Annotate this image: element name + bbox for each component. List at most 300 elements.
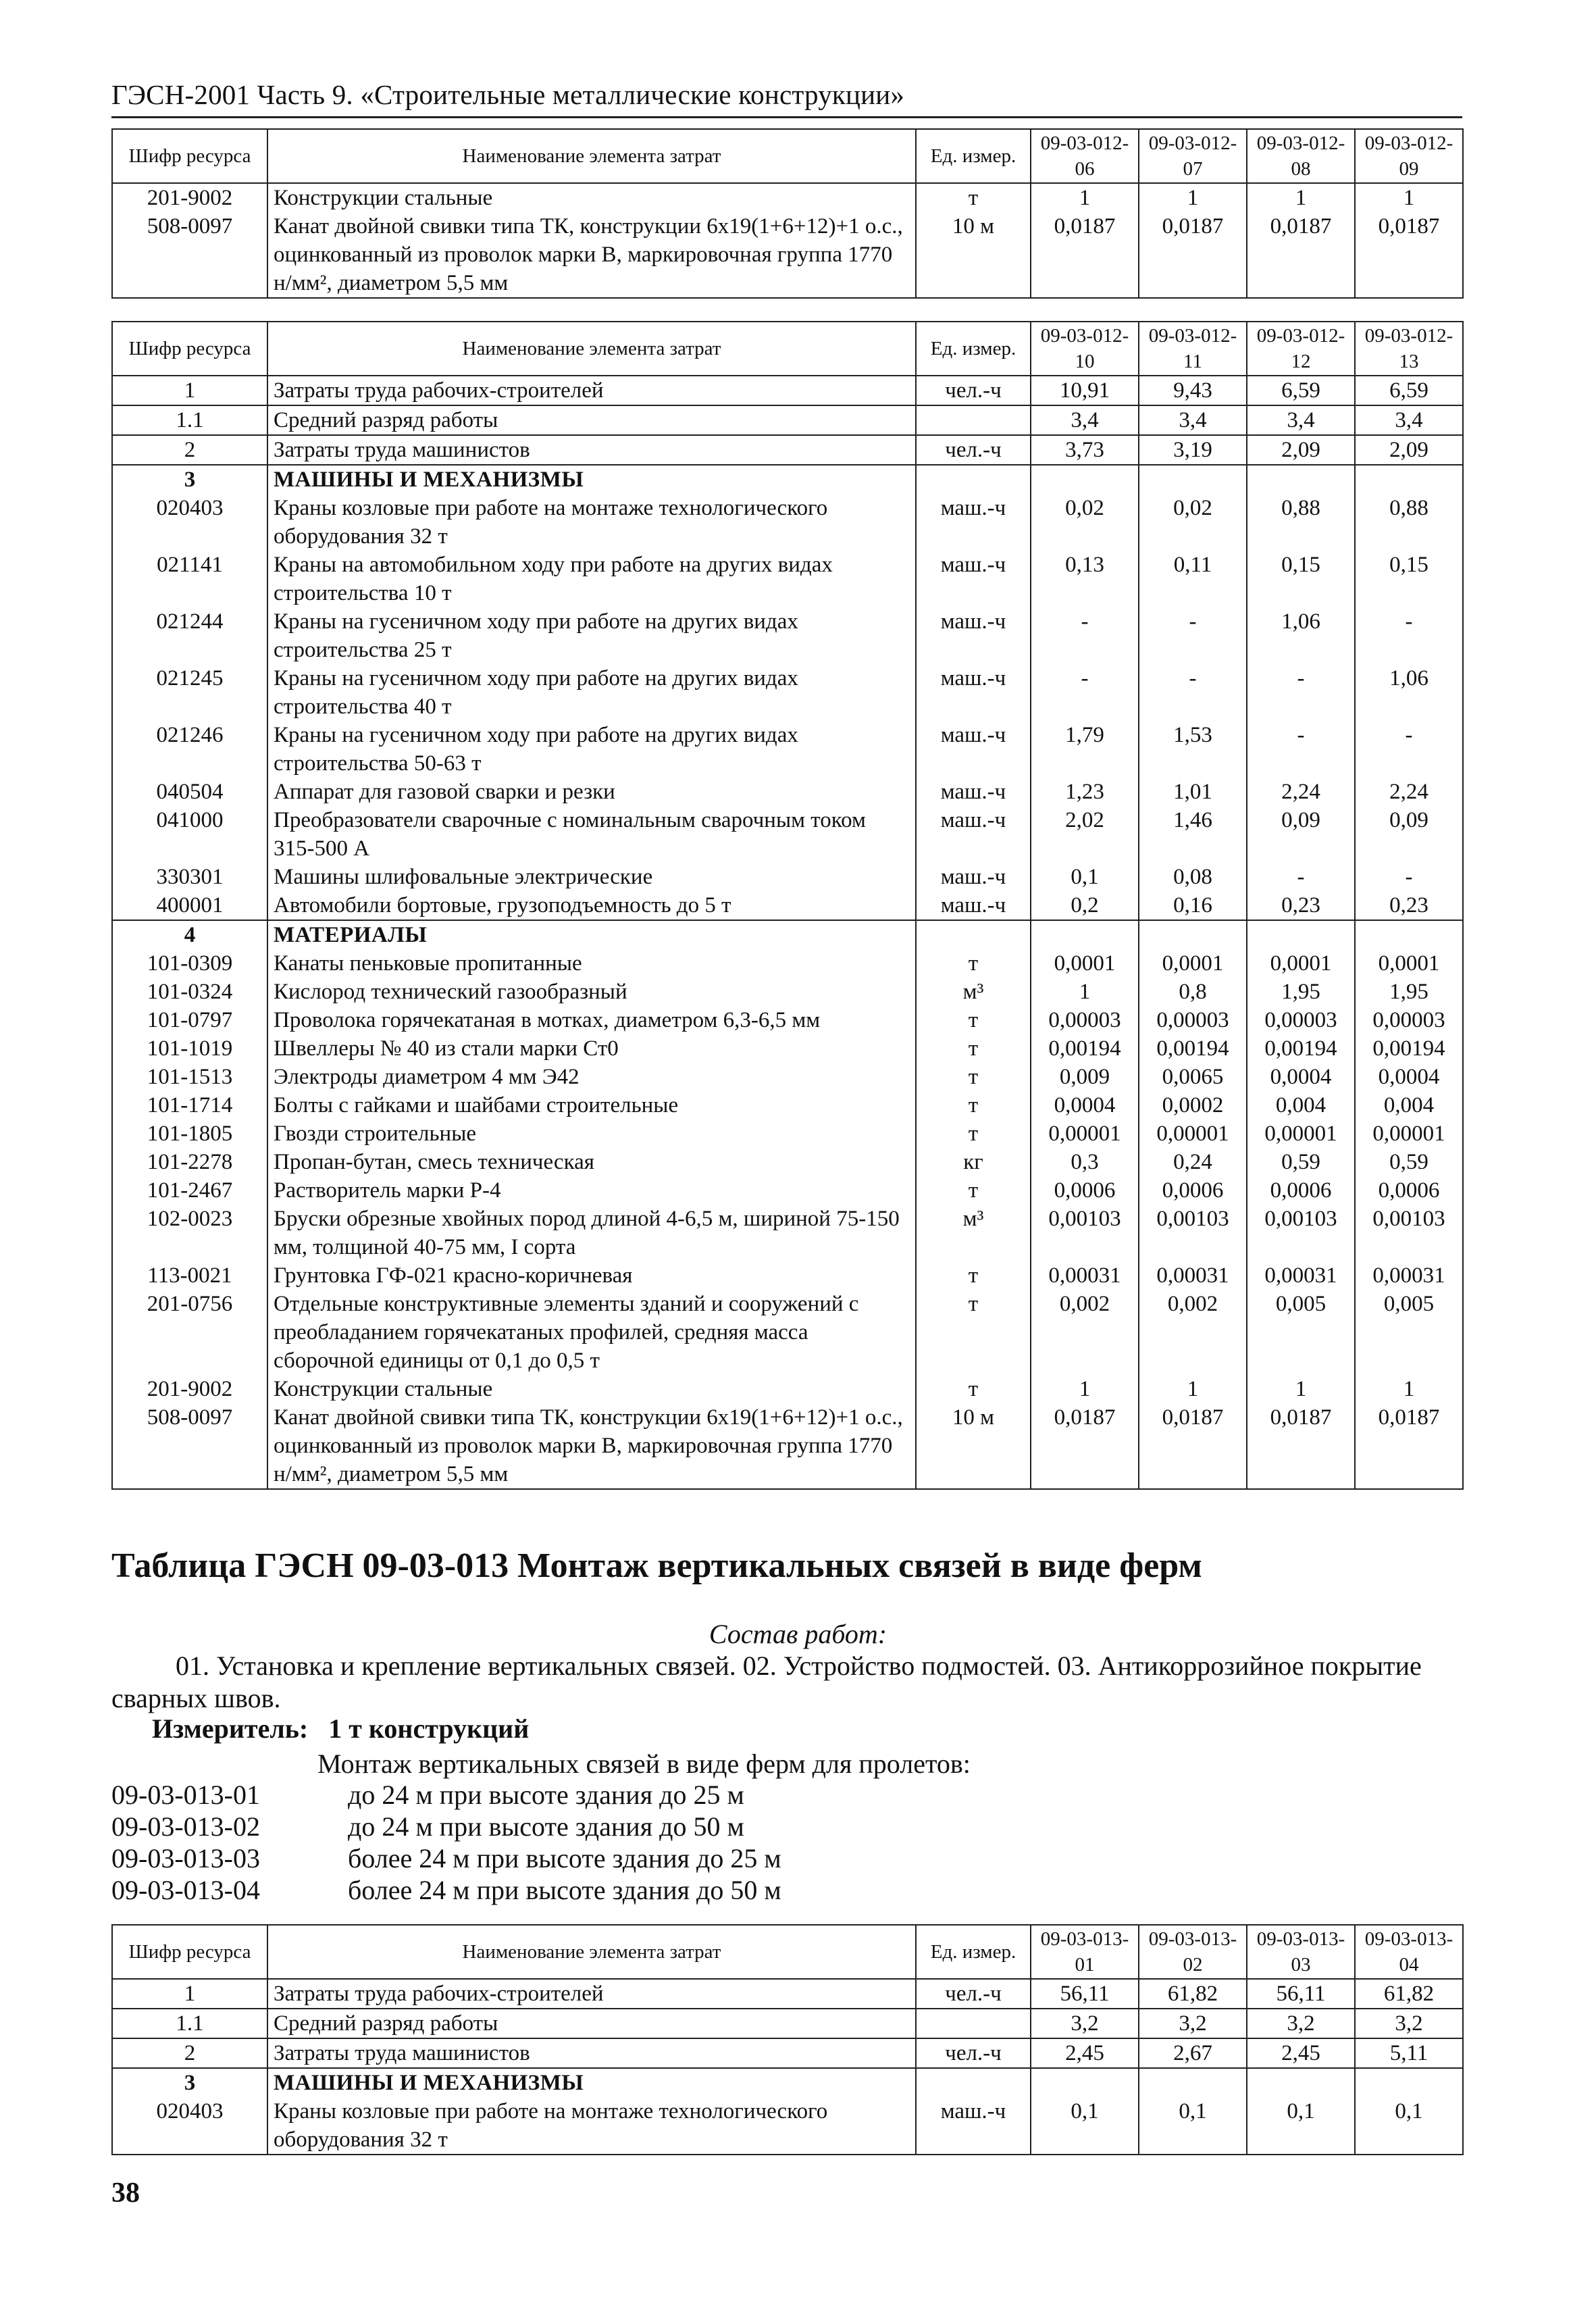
item-name: Автомобили бортовые, грузоподъемность до 5 т [267,891,916,920]
norm-value [1031,2068,1139,2097]
table-row [112,1403,1463,1489]
unit-cell [916,405,1031,435]
norm-value: - [1355,721,1463,778]
norm-value [1355,465,1463,494]
unit-cell: чел.-ч [916,2038,1031,2068]
norm-value [1247,465,1355,494]
norm-value: 1 [1031,183,1139,212]
resource-code: 201-0756 [112,1290,267,1375]
resource-code: 020403 [112,494,267,551]
norm-value: 0,08 [1139,863,1247,891]
norm-value: 0,00003 [1031,1006,1139,1034]
norm-value: 0,0001 [1355,949,1463,978]
unit-cell: 10 м [916,212,1031,298]
norm-value: 0,1 [1355,2097,1463,2155]
variant-item [111,1811,744,1842]
norm-value: 0,00031 [1355,1261,1463,1290]
header-norm-code: 09-03-013-02 [1139,1925,1247,1979]
unit-cell: м³ [916,978,1031,1006]
norm-value: 3,4 [1031,405,1139,435]
table-row [112,2068,1463,2097]
norm-value [1139,920,1247,949]
composition-label: Состав работ: [709,1619,887,1649]
variant-text: до 24 м при высоте здания до 50 м [348,1811,744,1842]
norm-value: 0,0065 [1139,1063,1247,1091]
resource-code: 021244 [112,607,267,664]
norm-value: 0,005 [1355,1290,1463,1375]
norm-value: 3,2 [1355,2009,1463,2038]
resource-code: 1 [112,1979,267,2009]
item-name: Растворитель марки Р-4 [267,1176,916,1205]
variant-text: более 24 м при высоте здания до 50 м [348,1875,781,1905]
header-norm-code: 09-03-012-13 [1355,322,1463,376]
resource-code: 101-0324 [112,978,267,1006]
norm-value: 0,0187 [1139,1403,1247,1489]
norm-value: 0,0006 [1247,1176,1355,1205]
unit-cell: т [916,1006,1031,1034]
header-norm-code: 09-03-012-12 [1247,322,1355,376]
norm-value: - [1031,664,1139,721]
norm-value: 0,13 [1031,551,1139,607]
unit-cell: м³ [916,1205,1031,1261]
norm-value: 0,00194 [1247,1034,1355,1063]
resource-code: 508-0097 [112,212,267,298]
item-name: Краны на автомобильном ходу при работе на других видах строительства 10 т [267,551,916,607]
header-norm-code: 09-03-013-04 [1355,1925,1463,1979]
table-row [112,1034,1463,1063]
unit-cell: т [916,1290,1031,1375]
norm-value: 1 [1139,183,1247,212]
norm-value: 0,00031 [1031,1261,1139,1290]
item-name: Гвозди строительные [267,1120,916,1148]
norm-value [1139,2068,1247,2097]
unit-cell: чел.-ч [916,376,1031,405]
unit-cell: т [916,1063,1031,1091]
table-row [112,1205,1463,1261]
norm-value: 2,45 [1247,2038,1355,2068]
resource-code: 021246 [112,721,267,778]
unit-cell: маш.-ч [916,551,1031,607]
norm-value: - [1355,863,1463,891]
resource-code: 508-0097 [112,1403,267,1489]
norm-value: 0,0006 [1031,1176,1139,1205]
measurement-unit [152,1713,529,1744]
norm-value [1355,920,1463,949]
table-row [112,2097,1463,2155]
resource-table-012-10-13 [111,321,1464,1490]
norm-value: 1,95 [1355,978,1463,1006]
item-name: Краны козловые при работе на монтаже технологического оборудования 32 т [267,494,916,551]
unit-cell [916,920,1031,949]
table-row [112,1148,1463,1176]
resource-code: 1.1 [112,405,267,435]
norm-value: 0,00103 [1031,1205,1139,1261]
norm-value: 0,0187 [1031,1403,1139,1489]
norm-value: 1,01 [1139,778,1247,806]
table-row [112,721,1463,778]
norm-value: 10,91 [1031,376,1139,405]
item-name: Проволока горячекатаная в мотках, диаметром 6,3-6,5 мм [267,1006,916,1034]
norm-value: 0,23 [1355,891,1463,920]
item-name: Аппарат для газовой сварки и резки [267,778,916,806]
norm-value: 0,00103 [1247,1205,1355,1261]
norm-value: 1 [1355,1375,1463,1403]
norm-value: 0,00003 [1139,1006,1247,1034]
unit-cell: т [916,1261,1031,1290]
norm-value: 1 [1355,183,1463,212]
norm-value: 0,02 [1139,494,1247,551]
table-row [112,891,1463,920]
norm-value: 0,1 [1139,2097,1247,2155]
resource-code: 101-2278 [112,1148,267,1176]
norm-value: 0,88 [1247,494,1355,551]
table-row [112,778,1463,806]
variant-item [111,1779,744,1811]
norm-value: 1,79 [1031,721,1139,778]
norm-value: 0,24 [1139,1148,1247,1176]
norm-value: 0,1 [1247,2097,1355,2155]
norm-value: 0,00001 [1247,1120,1355,1148]
norm-value: - [1247,664,1355,721]
unit-cell: маш.-ч [916,664,1031,721]
unit-cell: маш.-ч [916,494,1031,551]
norm-value: 1 [1031,1375,1139,1403]
variant-code: 09-03-013-03 [111,1843,260,1873]
resource-code: 040504 [112,778,267,806]
norm-value: 0,00003 [1247,1006,1355,1034]
norm-value: 0,0004 [1247,1063,1355,1091]
table-row [112,183,1463,212]
norm-value: 0,8 [1139,978,1247,1006]
norm-value: 56,11 [1247,1979,1355,2009]
norm-value: 3,19 [1139,435,1247,465]
header-unit: Ед. измер. [916,129,1031,183]
item-name: Кислород технический газообразный [267,978,916,1006]
norm-value [1139,465,1247,494]
norm-value: 0,002 [1139,1290,1247,1375]
norm-value: 6,59 [1355,376,1463,405]
norm-value [1355,2068,1463,2097]
norm-value: 0,00103 [1139,1205,1247,1261]
resource-code: 021245 [112,664,267,721]
resource-code: 2 [112,435,267,465]
norm-value: 0,15 [1355,551,1463,607]
norm-value: 0,004 [1247,1091,1355,1120]
norm-value: 0,0187 [1247,212,1355,298]
norm-value: 3,4 [1355,405,1463,435]
item-name: Грунтовка ГФ-021 красно-коричневая [267,1261,916,1290]
norm-value: 0,0187 [1355,1403,1463,1489]
item-name: Конструкции стальные [267,1375,916,1403]
norm-value: 0,0001 [1139,949,1247,978]
table-row [112,978,1463,1006]
unit-cell: т [916,1120,1031,1148]
item-name: Преобразователи сварочные с номинальным сварочным током 315-500 А [267,806,916,863]
variant-code: 09-03-013-01 [111,1780,260,1810]
table-row [112,949,1463,978]
table-row [112,465,1463,494]
norm-value: 61,82 [1355,1979,1463,2009]
norm-value: - [1031,607,1139,664]
unit-cell: т [916,1176,1031,1205]
unit-cell [916,2068,1031,2097]
table-row [112,551,1463,607]
item-name: Затраты труда рабочих-строителей [267,1979,916,2009]
norm-value: 0,0187 [1247,1403,1355,1489]
table-row [112,212,1463,298]
norm-value: 1 [1247,183,1355,212]
header-norm-code: 09-03-012-08 [1247,129,1355,183]
norm-value: 0,0002 [1139,1091,1247,1120]
resource-code: 101-1019 [112,1034,267,1063]
item-name: Электроды диаметром 4 мм Э42 [267,1063,916,1091]
unit-cell: т [916,1375,1031,1403]
header-norm-code: 09-03-012-07 [1139,129,1247,183]
unit-cell: чел.-ч [916,435,1031,465]
unit-cell: т [916,949,1031,978]
unit-cell: маш.-ч [916,778,1031,806]
norm-value: 2,45 [1031,2038,1139,2068]
norm-value: 0,00001 [1355,1120,1463,1148]
resource-code: 101-1513 [112,1063,267,1091]
norm-value: 0,005 [1247,1290,1355,1375]
norm-value: 1,95 [1247,978,1355,1006]
norm-value: 0,0187 [1139,212,1247,298]
resource-code: 113-0021 [112,1261,267,1290]
item-name: Средний разряд работы [267,2009,916,2038]
norm-value: 0,2 [1031,891,1139,920]
norm-value: 3,4 [1139,405,1247,435]
item-name: Швеллеры № 40 из стали марки Ст0 [267,1034,916,1063]
norm-value: 0,00031 [1247,1261,1355,1290]
norm-value: 2,09 [1355,435,1463,465]
resource-code: 2 [112,2038,267,2068]
unit-cell: маш.-ч [916,806,1031,863]
norm-value: 0,15 [1247,551,1355,607]
norm-value: 2,24 [1355,778,1463,806]
unit-cell: маш.-ч [916,2097,1031,2155]
norm-value: 0,00031 [1139,1261,1247,1290]
table-row [112,1120,1463,1148]
header-norm-code: 09-03-012-09 [1355,129,1463,183]
norm-value [1247,920,1355,949]
header-resource-code: Шифр ресурса [112,1925,267,1979]
table-row [112,806,1463,863]
header-norm-code: 09-03-012-10 [1031,322,1139,376]
norm-value: 0,16 [1139,891,1247,920]
norm-value: 2,09 [1247,435,1355,465]
resource-table-012-06-09 [111,128,1464,299]
norm-value: 0,11 [1139,551,1247,607]
header-rule [111,116,1462,118]
table-row [112,1375,1463,1403]
norm-value: 2,67 [1139,2038,1247,2068]
header-unit: Ед. измер. [916,1925,1031,1979]
norm-value: 9,43 [1139,376,1247,405]
table-row [112,920,1463,949]
resource-code: 3 [112,2068,267,2097]
table-row [112,664,1463,721]
resource-code: 400001 [112,891,267,920]
norm-value: - [1247,863,1355,891]
unit-cell: т [916,1034,1031,1063]
table-title: Таблица ГЭСН 09-03-013 Монтаж вертикальных связей в виде ферм [111,1546,1202,1585]
norm-value: 0,1 [1031,863,1139,891]
norm-value: 0,002 [1031,1290,1139,1375]
norm-value: 0,00003 [1355,1006,1463,1034]
header-item-name: Наименование элемента затрат [267,129,916,183]
norm-value: 0,3 [1031,1148,1139,1176]
resource-code: 021141 [112,551,267,607]
norm-value: 0,0004 [1355,1063,1463,1091]
variant-text: до 24 м при высоте здания до 25 м [348,1780,744,1810]
norm-value: 3,4 [1247,405,1355,435]
item-name: Затраты труда рабочих-строителей [267,376,916,405]
resource-code: 4 [112,920,267,949]
norm-value: - [1139,664,1247,721]
table-row [112,1261,1463,1290]
norm-value: 3,73 [1031,435,1139,465]
norm-value: 1,23 [1031,778,1139,806]
norm-value: - [1355,607,1463,664]
item-name: Канат двойной свивки типа ТК, конструкции 6х19(1+6+12)+1 о.с., оцинкованный из проволок марки В, маркировочная группа 1770 н/мм², диаметром 5,5 мм [267,212,916,298]
meter-label: Измеритель: [152,1713,309,1744]
norm-value: 0,23 [1247,891,1355,920]
item-name: Краны козловые при работе на монтаже технологического оборудования 32 т [267,2097,916,2155]
resource-code: 020403 [112,2097,267,2155]
norm-value: 3,2 [1139,2009,1247,2038]
header-norm-code: 09-03-013-03 [1247,1925,1355,1979]
resource-code: 101-0309 [112,949,267,978]
resource-table-013 [111,1924,1464,2155]
item-name: Болты с гайками и шайбами строительные [267,1091,916,1120]
unit-cell: т [916,1091,1031,1120]
norm-value: 1 [1031,978,1139,1006]
norm-value: 0,59 [1247,1148,1355,1176]
item-name: Бруски обрезные хвойных пород длиной 4-6,5 м, шириной 75-150 мм, толщиной 40-75 мм, I сорта [267,1205,916,1261]
norm-value: 1 [1247,1375,1355,1403]
variant-code: 09-03-013-04 [111,1875,260,1905]
table-row [112,405,1463,435]
norm-value: 2,02 [1031,806,1139,863]
norm-value: 1,06 [1355,664,1463,721]
variant-item [111,1842,781,1874]
resource-code: 041000 [112,806,267,863]
header-norm-code: 09-03-012-11 [1139,322,1247,376]
table-row [112,607,1463,664]
resource-code: 101-1714 [112,1091,267,1120]
resource-code: 101-1805 [112,1120,267,1148]
norm-value: 0,00103 [1355,1205,1463,1261]
item-name: Затраты труда машинистов [267,435,916,465]
meter-value: 1 т конструкций [328,1713,530,1744]
norm-value: 56,11 [1031,1979,1139,2009]
item-name: Краны на гусеничном ходу при работе на других видах строительства 40 т [267,664,916,721]
section-heading: МАШИНЫ И МЕХАНИЗМЫ [267,465,916,494]
unit-cell: маш.-ч [916,607,1031,664]
resource-code: 1.1 [112,2009,267,2038]
table-row [112,376,1463,405]
norm-value: 0,88 [1355,494,1463,551]
item-name: Средний разряд работы [267,405,916,435]
section-heading: МАТЕРИАЛЫ [267,920,916,949]
norm-value: 61,82 [1139,1979,1247,2009]
norm-value: 6,59 [1247,376,1355,405]
item-name: Конструкции стальные [267,183,916,212]
norm-value: 0,0187 [1031,212,1139,298]
norm-value: 0,00001 [1031,1120,1139,1148]
table-row [112,1176,1463,1205]
norm-value: 0,09 [1355,806,1463,863]
norm-value: 0,009 [1031,1063,1139,1091]
norm-value: 0,1 [1031,2097,1139,2155]
variants-intro: Монтаж вертикальных связей в виде ферм для пролетов: [317,1749,971,1779]
unit-cell: маш.-ч [916,721,1031,778]
norm-value: 0,0001 [1031,949,1139,978]
item-name: Затраты труда машинистов [267,2038,916,2068]
table-row [112,1290,1463,1375]
norm-value [1031,465,1139,494]
unit-cell [916,2009,1031,2038]
resource-code: 330301 [112,863,267,891]
norm-value: 0,00001 [1139,1120,1247,1148]
header-norm-code: 09-03-012-06 [1031,129,1139,183]
norm-value: 1,53 [1139,721,1247,778]
item-name: Пропан-бутан, смесь техническая [267,1148,916,1176]
unit-cell [916,465,1031,494]
header-resource-code: Шифр ресурса [112,322,267,376]
header-resource-code: Шифр ресурса [112,129,267,183]
norm-value [1247,2068,1355,2097]
header-item-name: Наименование элемента затрат [267,1925,916,1979]
item-name: Краны на гусеничном ходу при работе на других видах строительства 50-63 т [267,721,916,778]
unit-cell: т [916,183,1031,212]
variant-text: более 24 м при высоте здания до 25 м [348,1843,781,1873]
norm-value: 0,02 [1031,494,1139,551]
resource-code: 201-9002 [112,1375,267,1403]
unit-cell: маш.-ч [916,891,1031,920]
table-row [112,1063,1463,1091]
unit-cell: чел.-ч [916,1979,1031,2009]
norm-value: - [1139,607,1247,664]
norm-value: 0,0187 [1355,212,1463,298]
table-row [112,435,1463,465]
resource-code: 201-9002 [112,183,267,212]
norm-value: 2,24 [1247,778,1355,806]
norm-value [1031,920,1139,949]
norm-value: 0,0001 [1247,949,1355,978]
composition-text: 01. Установка и крепление вертикальных связей. 02. Устройство подмостей. 03. Антикоррозийное покрытие сварных швов. [111,1651,1422,1713]
unit-cell: кг [916,1148,1031,1176]
table-row [112,2009,1463,2038]
table-row [112,1006,1463,1034]
norm-value: 0,00194 [1355,1034,1463,1063]
page-number: 38 [111,2178,140,2209]
section-heading: МАШИНЫ И МЕХАНИЗМЫ [267,2068,916,2097]
norm-value: 0,09 [1247,806,1355,863]
norm-value: 0,59 [1355,1148,1463,1176]
table-row [112,2038,1463,2068]
norm-value: 3,2 [1247,2009,1355,2038]
header-unit: Ед. измер. [916,322,1031,376]
header-item-name: Наименование элемента затрат [267,322,916,376]
norm-value: 0,00194 [1139,1034,1247,1063]
resource-code: 1 [112,376,267,405]
variant-code: 09-03-013-02 [111,1811,260,1842]
norm-value: 0,0006 [1355,1176,1463,1205]
item-name: Отдельные конструктивные элементы зданий и сооружений с преобладанием горячекатаных профилей, средняя масса сборочной единицы от 0,1 до 0,5 т [267,1290,916,1375]
resource-code: 101-2467 [112,1176,267,1205]
